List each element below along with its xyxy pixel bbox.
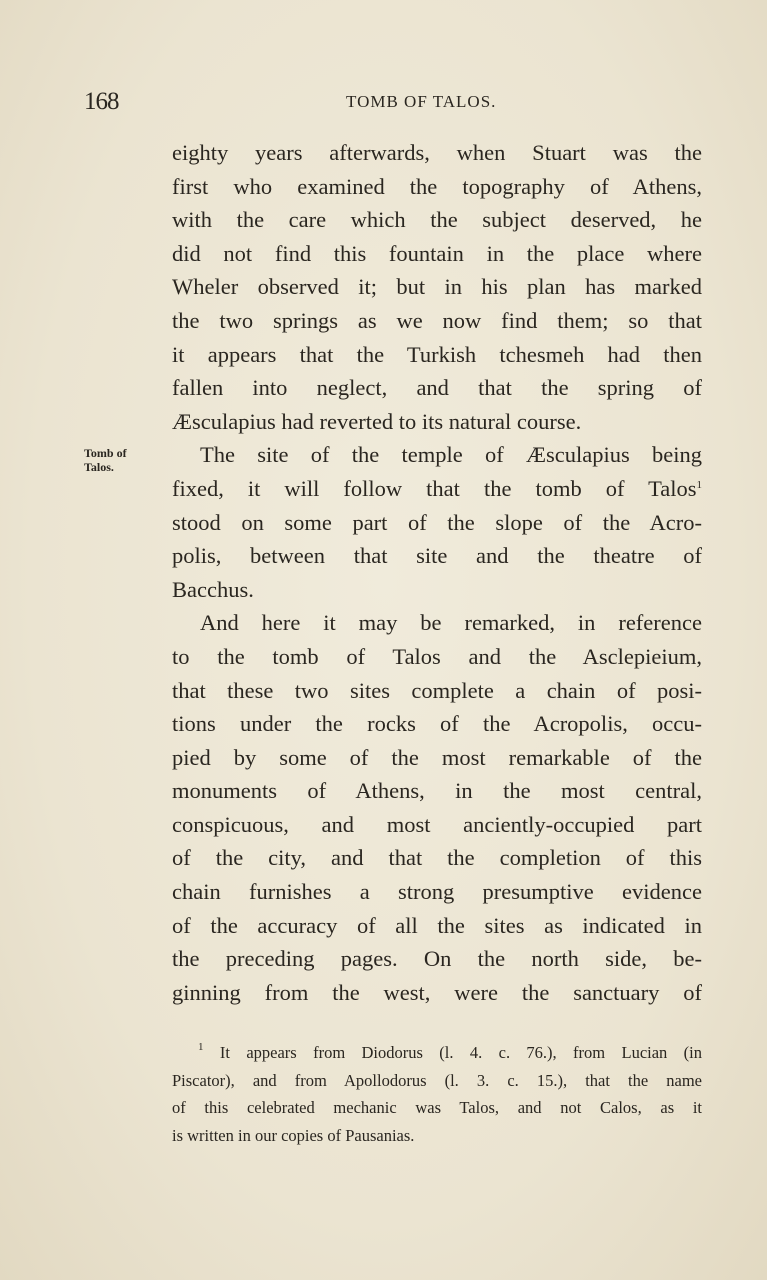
body-line: polis, between that site and the theatre of [172, 543, 702, 569]
body-line-text: fixed, it will follow that the tomb of Talos [172, 475, 697, 501]
body-line: stood on some part of the slope of the Acro- [172, 509, 702, 535]
body-text [172, 136, 702, 1009]
footnote-line: Piscator), and from Apollodorus (l. 3. c. 15.), that the name [172, 1070, 702, 1090]
page-header [0, 88, 767, 118]
body-line: first who examined the topography of Athens, [172, 173, 702, 199]
body-line: Æsculapius had reverted to its natural course. [172, 408, 582, 434]
body-line: the preceding pages. On the north side, be- [172, 946, 702, 972]
body-line: And here it may be remarked, in reference [200, 610, 702, 636]
footnote-line [172, 1039, 702, 1067]
footnote-line: is written in our copies of Pausanias. [172, 1125, 415, 1145]
body-line: pied by some of the most remarkable of the [172, 744, 702, 770]
footnote-reference: 1 [696, 478, 702, 491]
body-line: Bacchus. [172, 576, 254, 602]
body-line: conspicuous, and most anciently-occupied part [172, 811, 702, 837]
body-line: Wheler observed it; but in his plan has marked [172, 274, 702, 300]
body-line: ginning from the west, were the sanctuary of [172, 979, 702, 1005]
margin-note-line: Talos. [84, 460, 114, 474]
margin-note-line: Tomb of [84, 446, 127, 460]
page-number: 168 [84, 88, 119, 115]
footnote-text: It appears from Diodorus (l. 4. c. 76.), from Lucian (in [219, 1043, 702, 1062]
body-line: monuments of Athens, in the most central, [172, 778, 702, 804]
body-line: that these two sites complete a chain of posi- [172, 677, 702, 703]
body-line-with-footnote-ref [172, 472, 702, 506]
body-line: tions under the rocks of the Acropolis, occu- [172, 711, 702, 737]
body-line: of the city, and that the completion of this [172, 845, 702, 871]
body-line: of the accuracy of all the sites as indicated in [172, 912, 702, 938]
footnote-line: of this celebrated mechanic was Talos, and not Calos, as it [172, 1098, 702, 1117]
footnotes [172, 1039, 702, 1149]
body-line: to the tomb of Talos and the Asclepieium, [172, 643, 702, 669]
body-line: the two springs as we now find them; so that [172, 307, 702, 333]
body-line: The site of the temple of Æsculapius being [200, 442, 702, 468]
body-line: fallen into neglect, and that the spring of [172, 375, 702, 401]
running-title: TOMB OF TALOS. [346, 92, 497, 111]
margin-note [84, 446, 127, 474]
body-line: eighty years afterwards, when Stuart was the [172, 140, 702, 165]
footnote-marker: 1 [198, 1041, 204, 1053]
body-line: with the care which the subject deserved, he [172, 207, 702, 233]
body-line: did not find this fountain in the place where [172, 240, 702, 266]
body-line: chain furnishes a strong presumptive evidence [172, 879, 702, 905]
body-line: it appears that the Turkish tchesmeh had then [172, 341, 702, 367]
